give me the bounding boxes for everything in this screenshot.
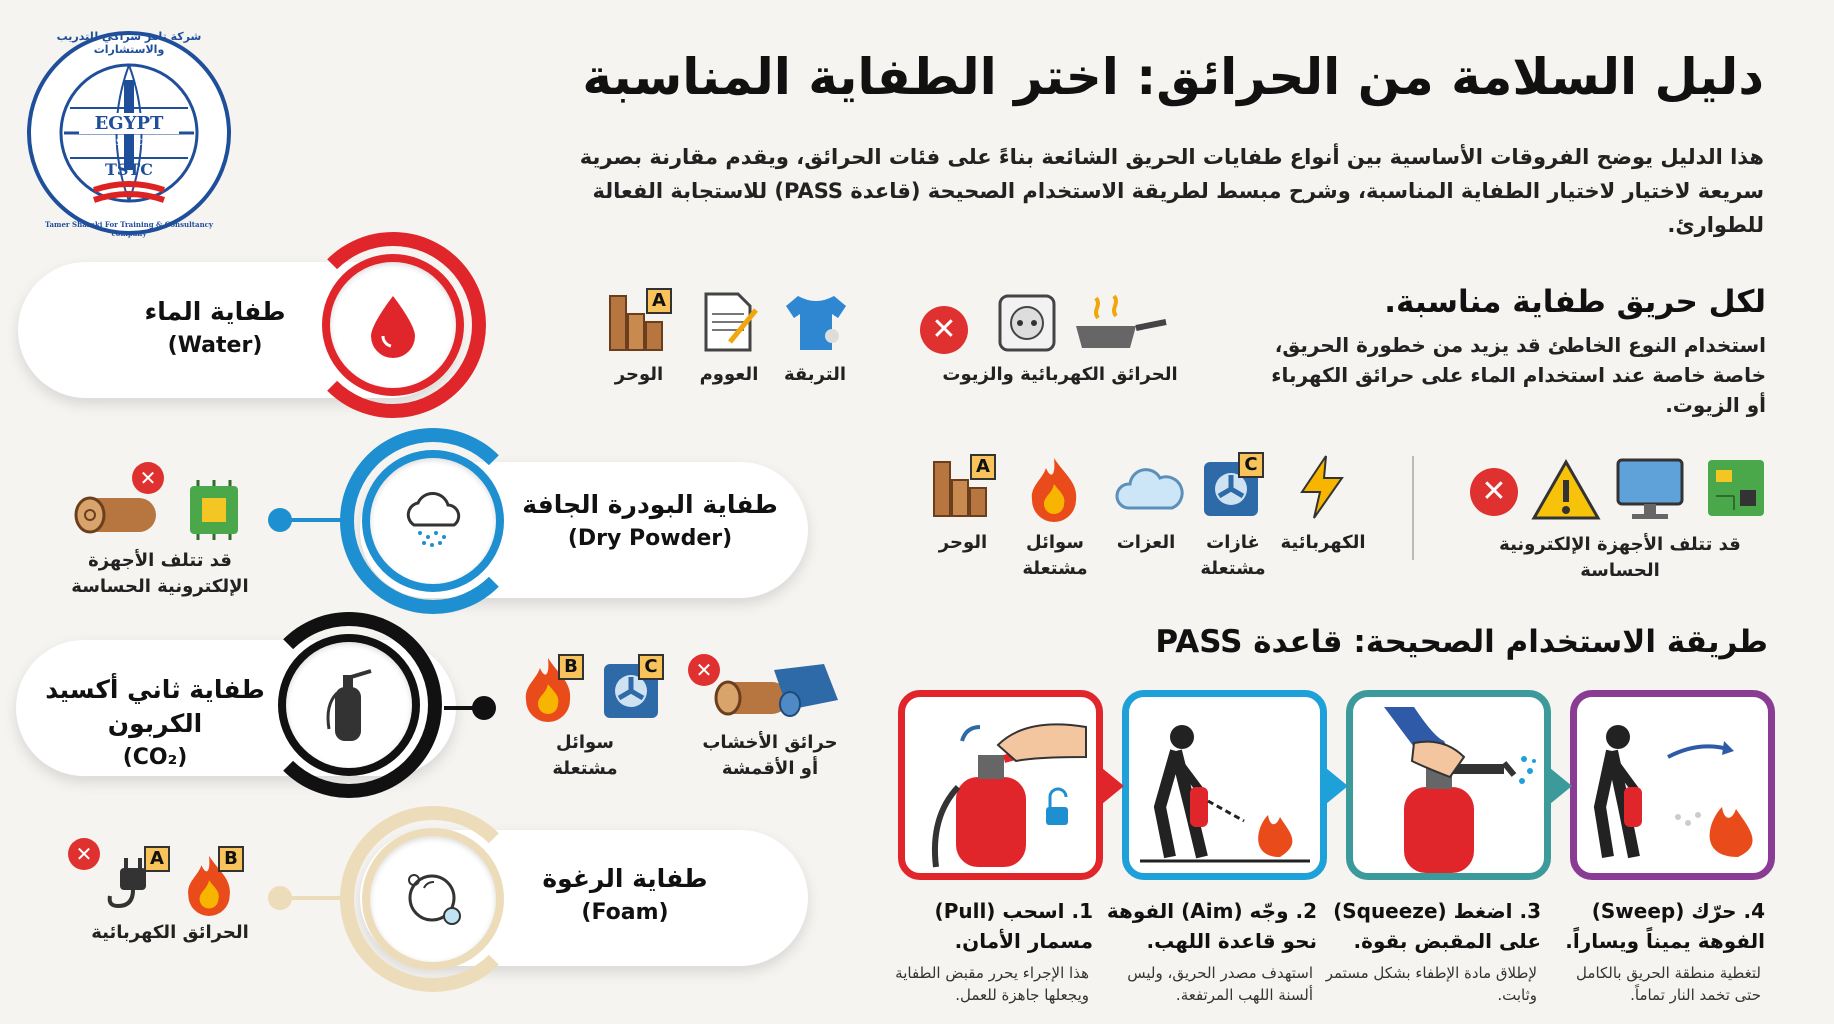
powder-flame-icon [1024, 454, 1084, 522]
pass-arrow-3 [1550, 768, 1572, 804]
power-socket-icon [996, 292, 1058, 354]
powder-suitable-4: سوائل مشتعلة [1022, 532, 1088, 579]
foam-name-en: (Foam) [581, 900, 669, 925]
paper-icon [700, 290, 760, 354]
squeeze-handle-icon [1354, 697, 1544, 873]
water-name-ar: طفاية الماء [144, 297, 286, 326]
logo-country: EGYPT [79, 113, 179, 134]
foam-x-icon: ✕ [68, 838, 100, 870]
lightning-icon [1296, 452, 1348, 522]
logo-letter-2: S [116, 138, 122, 148]
warning-triangle-icon [1530, 458, 1602, 522]
pull-pin-icon [906, 697, 1096, 873]
foam-bubbles-icon [398, 864, 468, 934]
powder-unsuitable-label: قد تتلف الأجهزة الإلكترونية الحساسة [1499, 534, 1741, 581]
powder-suitable-1: الكهربائية [1280, 532, 1366, 553]
monitor-icon [1614, 456, 1686, 522]
logo-abbr: TSTC [104, 160, 154, 179]
co2-connector-dot [472, 696, 496, 720]
water-suitable-3: الوحر [614, 364, 664, 385]
water-note-heading: لكل حريق طفاية مناسبة. [1384, 284, 1766, 320]
company-logo [24, 28, 234, 238]
powder-name-en: (Dry Powder) [567, 526, 733, 551]
pass-heading: طريقة الاستخدام الصحيحة: قاعدة PASS [1155, 624, 1768, 660]
water-note-text: استخدام النوع الخاطئ قد يزيد من خطورة الحريق، خاصة خاصة عند استخدام الماء على حرائق الكهرباء أو الزيوت. [1271, 333, 1766, 417]
pass-step-2-title: 2. وجّه (Aim) الفوهة نحو قاعدة اللهب. [1106, 899, 1317, 953]
foam-connector-dot [268, 886, 292, 910]
co2-badge-c: C [638, 654, 664, 680]
water-badge-a: A [646, 288, 672, 314]
logo-letter-3: T [136, 84, 142, 94]
wood-log-icon [72, 490, 162, 540]
powder-badge-c: C [1238, 452, 1264, 478]
foam-connector-line [292, 896, 352, 900]
page-title: دليل السلامة من الحرائق: اختر الطفاية المناسبة [582, 48, 1764, 106]
co2-name [30, 673, 280, 775]
water-suitable-1: التربقة [783, 364, 847, 385]
pass-step-4-desc: لتغطية منطقة الحريق بالكامل حتى تخمد النار تماماً. [1576, 964, 1761, 1004]
page-intro: هذا الدليل يوضح الفروقات الأساسية بين أنواع طفايات الحريق الشائعة بناءً على فئات الحرائق، ويقدم مقارنة بصرية سريعة لاختيار لاختيار الطفاية المناسبة، وشرح مبسط لطريقة الاستخدام الصحيحة (قاعدة PASS) للاستجابة الفعالة للطوارئ. [579, 145, 1764, 237]
pass-step-3-card [1346, 690, 1551, 880]
foam-icon-circle [362, 828, 504, 970]
powder-icon-circle [362, 450, 504, 592]
water-suitable-2: العووم [699, 364, 759, 385]
co2-suitable-label: سوائل مشتعلة [552, 732, 618, 779]
circuit-board-icon [1704, 456, 1768, 520]
foam-name [520, 862, 730, 930]
pass-arrow-2 [1326, 768, 1348, 804]
powder-unsuitable-x-icon: ✕ [1470, 468, 1518, 516]
sweep-person-icon [1578, 697, 1768, 873]
logo-english-text: Tamer Sharaki For Training & Consultancy company [44, 220, 213, 238]
logo-letter-4: C [136, 138, 143, 148]
pass-step-1-desc: هذا الإجراء يحرر مقبض الطفاية ويجعلها جاهزة للعمل. [895, 964, 1089, 1004]
water-icon-circle [322, 254, 464, 396]
logo-arabic-text: شركة تامر شراكي للتدريب والاستشارات [56, 30, 202, 56]
co2-x-icon: ✕ [688, 654, 720, 686]
co2-badge-b: B [558, 654, 584, 680]
foam-name-ar: طفاية الرغوة [542, 864, 708, 893]
powder-name [520, 488, 780, 556]
powder-connector-line [290, 518, 350, 522]
foam-badge-a: A [144, 846, 170, 872]
powder-cloud-icon [398, 491, 468, 551]
water-name-en: (Water) [167, 333, 263, 358]
powder-left-note: قد تتلف الأجهزة الإلكترونية الحساسة [71, 550, 249, 597]
powder-suitable-3: العزات [1116, 532, 1176, 553]
tshirt-icon [780, 292, 850, 354]
co2-extinguisher-icon [321, 665, 377, 745]
circuit-chip-icon [182, 478, 246, 542]
frying-pan-icon [1070, 292, 1170, 356]
foam-unsuitable-label: الحرائق الكهربائية [91, 922, 249, 943]
pass-step-2-desc: استهدف مصدر الحريق، وليس ألسنة اللهب المرتفعة. [1127, 964, 1313, 1004]
pass-arrow-1 [1102, 768, 1124, 804]
water-unsuitable-x-icon: ✕ [920, 306, 968, 354]
co2-logs-fabric-icon [714, 660, 844, 722]
pass-step-1-title: 1. اسحب (Pull) مسمار الأمان. [934, 899, 1093, 953]
gas-cloud-icon [1114, 462, 1184, 518]
aim-person-icon [1130, 697, 1320, 873]
water-name [130, 295, 300, 363]
co2-name-en: (CO₂) [122, 745, 188, 770]
water-unsuitable-label: الحرائق الكهربائية والزيوت [942, 364, 1178, 385]
co2-unsuitable-label: حرائق الأخشاب أو الأقمشة [702, 732, 838, 779]
pass-step-2-card [1122, 690, 1327, 880]
powder-row-divider [1412, 456, 1414, 560]
co2-icon-circle [278, 634, 420, 776]
pass-step-4-card [1570, 690, 1775, 880]
pass-step-3-title: 3. اضغط (Squeeze) على المقبض بقوة. [1333, 899, 1541, 953]
powder-connector-dot [268, 508, 292, 532]
pass-step-1-card [898, 690, 1103, 880]
powder-name-ar: طفاية البودرة الجافة [522, 490, 778, 519]
powder-suitable-5: الوحر [938, 532, 988, 553]
pass-step-3-desc: لإطلاق مادة الإطفاء بشكل مستمر وثابت. [1325, 964, 1537, 1004]
powder-log-x-icon: ✕ [132, 462, 164, 494]
water-drop-icon [365, 292, 421, 358]
powder-badge-a: A [970, 454, 996, 480]
pass-step-4-title: 4. حرّك (Sweep) الفوهة يميناً ويساراً. [1565, 899, 1765, 953]
co2-name-ar: طفاية ثاني أكسيد الكربون [45, 675, 265, 738]
logo-letter-1: T [116, 84, 122, 94]
powder-suitable-2: غازات مشتعلة [1200, 532, 1266, 579]
foam-badge-b: B [218, 846, 244, 872]
